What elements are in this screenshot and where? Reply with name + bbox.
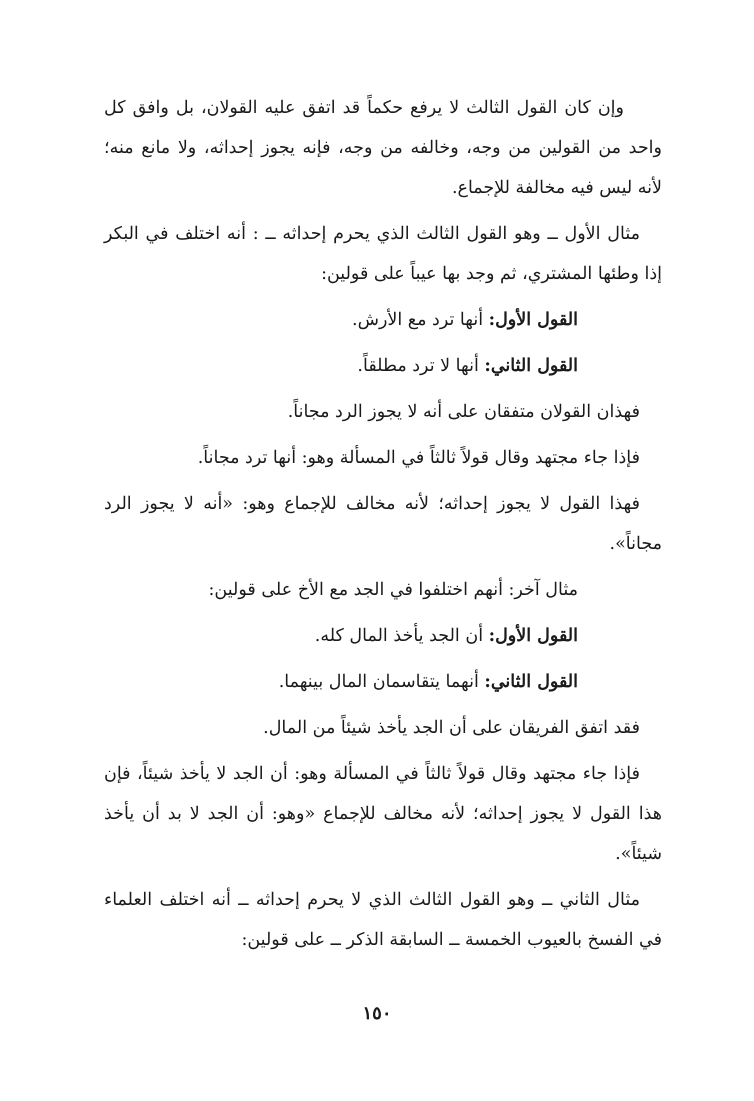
opinion-one-grandfather [104, 616, 662, 656]
opinion-text: أنها ترد مع الأرش. [352, 310, 489, 330]
opinion-label: القول الثاني: [484, 672, 578, 692]
paragraph-second-example-intro: مثال آخر: أنهم اختلفوا في الجد مع الأخ على قولين: [208, 580, 578, 600]
paragraph-third-opinion-grandfather: فإذا جاء مجتهد وقال قولاً ثالثاً في المسألة وهو: أن الجد لا يأخذ شيئاً، فإن هذا القول لا يجوز إحداثه؛ لأنه مخالف للإجماع «وهو: أن الجد لا بد أن يأخذ شيئاً». [104, 764, 662, 864]
opinion-two-virgin [104, 346, 662, 386]
opinion-label: القول الثاني: [484, 356, 578, 376]
opinion-label: القول الأول: [488, 626, 578, 646]
paragraph-first-example-intro: مثال الأول ــ وهو القول الثالث الذي يحرم إحداثه ــ : أنه اختلف في البكر إذا وطئها المشتري، ثم وجد بها عيباً على قولين: [104, 224, 662, 284]
paragraph-third-opinion-free-return: فإذا جاء مجتهد وقال قولاً ثالثاً في المسألة وهو: أنها ترد مجاناً. [197, 448, 640, 468]
page-number: ١٥٠ [362, 1003, 392, 1024]
paragraph-not-permitted-consensus: فهذا القول لا يجوز إحداثه؛ لأنه مخالف للإجماع وهو: «أنه لا يجوز الرد مجاناً». [104, 494, 662, 554]
paragraph-third-opinion-permitted: وإن كان القول الثالث لا يرفع حكماً قد اتفق عليه القولان، بل وافق كل واحد من القولين من وجه، وخالفه من وجه، فإنه يجوز إحداثه، ولا مانع منه؛ لأنه ليس فيه مخالفة للإجماع. [104, 98, 662, 198]
page-body [104, 88, 662, 966]
opinion-text: أنهما يتقاسمان المال بينهما. [278, 672, 485, 692]
paragraph-second-category-example: مثال الثاني ــ وهو القول الثالث الذي لا يحرم إحداثه ــ أنه اختلف العلماء في الفسخ بالعيوب الخمسة ــ السابقة الذكر ــ على قولين: [104, 890, 662, 950]
paragraph-agreement-grandfather: فقد اتفق الفريقان على أن الجد يأخذ شيئاً من المال. [263, 718, 640, 738]
paragraph-agreement-free-return: فهذان القولان متفقان على أنه لا يجوز الرد مجاناً. [287, 402, 640, 422]
opinion-text: أنها لا ترد مطلقاً. [357, 356, 485, 376]
opinion-two-grandfather [104, 662, 662, 702]
opinion-text: أن الجد يأخذ المال كله. [314, 626, 489, 646]
opinion-label: القول الأول: [488, 310, 578, 330]
opinion-one-virgin [104, 300, 662, 340]
